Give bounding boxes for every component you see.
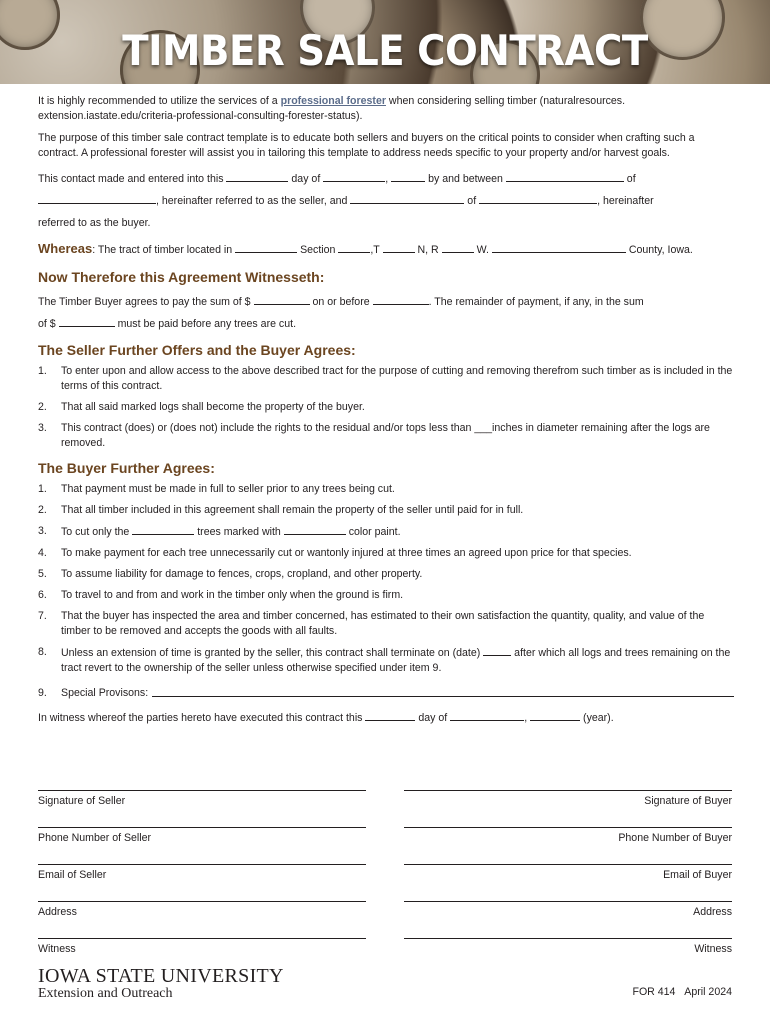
label: color paint. — [348, 526, 401, 538]
item-number: 1. — [38, 365, 47, 377]
intro-paragraph-1 — [38, 94, 734, 124]
label: This contact made and entered into this — [38, 173, 224, 185]
form-code: FOR 414 — [632, 986, 676, 998]
witness-day-field[interactable] — [365, 710, 415, 721]
seller-email-field[interactable]: Email of Seller — [38, 864, 366, 901]
buyer-phone-field[interactable]: Phone Number of Buyer — [404, 827, 732, 864]
footer — [632, 986, 732, 998]
whereas-label: Whereas — [38, 241, 93, 256]
day-field[interactable] — [226, 171, 288, 182]
intro-paragraph-2: The purpose of this timber sale contract template is to educate both sellers and buyers on the critical points to consider when crafting such a contract. A professional forester will assist you in tailoring this template to address needs specific to your property and/or harvest goals. — [38, 132, 695, 159]
buyer-name-field[interactable] — [350, 193, 464, 204]
contract-line-1 — [38, 168, 734, 190]
special-provisions-field[interactable] — [152, 686, 734, 697]
list-item — [38, 567, 734, 582]
label: The Timber Buyer agrees to pay the sum of $ — [38, 296, 251, 308]
item-number: 5. — [38, 568, 47, 580]
payment-sum-field[interactable] — [254, 294, 310, 305]
section-heading-buyer-agrees: The Buyer Further Agrees: — [38, 460, 215, 476]
seller-location-field[interactable] — [38, 193, 156, 204]
label: day of — [291, 173, 321, 185]
list-item — [38, 609, 734, 639]
section-heading-seller-offers: The Seller Further Offers and the Buyer Agrees: — [38, 342, 356, 358]
intro-text: It is highly recommended to utilize the services of a — [38, 95, 281, 107]
item-number: 1. — [38, 483, 47, 495]
label: after which all logs and trees remaining on the tract revert to the ownership of the seller unless otherwise specified under item 9. — [61, 647, 731, 674]
list-item — [38, 400, 734, 415]
list-item — [38, 546, 734, 561]
section-field[interactable] — [338, 242, 370, 253]
label: In witness whereof the parties hereto have executed this contract this — [38, 712, 363, 724]
seller-address-field[interactable]: Address — [38, 901, 366, 938]
item-text: This contract (does) or (does not) include the rights to the residual and/or tops less than ___inches in diameter remaining after the logs are removed. — [61, 422, 710, 449]
list-item — [38, 503, 734, 518]
buyer-agrees-list — [38, 482, 734, 701]
form-date: April 2024 — [684, 986, 732, 998]
signature-row — [38, 827, 732, 864]
header-banner — [0, 0, 770, 84]
item-number: 2. — [38, 401, 47, 413]
label: W. — [476, 244, 489, 256]
page-title: TIMBER SALE CONTRACT — [122, 26, 648, 75]
item-number: 7. — [38, 610, 47, 622]
whereas-line — [38, 234, 734, 264]
witness-line — [38, 707, 734, 729]
label: , hereinafter referred to as the seller, and — [156, 195, 348, 207]
item-text: That all timber included in this agreement shall remain the property of the seller until paid for in full. — [61, 504, 524, 516]
buyer-signature-field[interactable]: Signature of Buyer — [404, 790, 732, 827]
item-text — [61, 686, 734, 701]
list-item — [38, 524, 734, 540]
buyer-witness-field[interactable]: Witness — [404, 938, 732, 975]
range-field[interactable] — [442, 242, 474, 253]
label: (year). — [583, 712, 614, 724]
list-item — [38, 421, 734, 451]
label: , hereinafter — [597, 195, 654, 207]
item-text: To make payment for each tree unnecessarily cut or wantonly injured at three times an agreed upon price for that species. — [61, 547, 632, 559]
item-number: 2. — [38, 504, 47, 516]
item-number: 9. — [38, 687, 47, 699]
county-field[interactable] — [492, 242, 626, 253]
seller-phone-field[interactable]: Phone Number of Seller — [38, 827, 366, 864]
signature-row — [38, 790, 732, 827]
item-number: 4. — [38, 547, 47, 559]
list-item — [38, 588, 734, 603]
seller-offers-list — [38, 364, 734, 451]
label: trees marked with — [197, 526, 281, 538]
intro-text: when considering selling timber (naturalresources. extension.iastate.edu/criteria-professional-consulting-forester-status). — [38, 95, 626, 122]
remainder-sum-field[interactable] — [59, 316, 115, 327]
month-field[interactable] — [323, 171, 385, 182]
termination-date-field[interactable] — [483, 645, 511, 656]
buyer-address-field[interactable]: Address — [404, 901, 732, 938]
label: . The remainder of payment, if any, in the sum — [428, 296, 644, 308]
contract-line-2 — [38, 190, 734, 212]
item-text: To assume liability for damage to fences, crops, cropland, and other property. — [61, 568, 423, 580]
item-text: To enter upon and allow access to the above described tract for the purpose of cutting and removing therefrom such timber as is included in the terms of this contract. — [61, 365, 733, 392]
list-item — [38, 482, 734, 497]
year-field[interactable] — [391, 171, 425, 182]
signature-row — [38, 864, 732, 901]
label: ,T — [370, 244, 380, 256]
label: , — [524, 712, 528, 724]
label: must be paid before any trees are cut. — [117, 318, 297, 330]
list-item — [38, 645, 734, 676]
label: Section — [300, 244, 336, 256]
seller-witness-field[interactable]: Witness — [38, 938, 366, 975]
contract-line-3: referred to as the buyer. — [38, 217, 151, 229]
township-field[interactable] — [383, 242, 415, 253]
list-item — [38, 364, 734, 394]
item-number: 8. — [38, 646, 47, 658]
payment-date-field[interactable] — [373, 294, 429, 305]
label: by and between — [428, 173, 503, 185]
item-text: That all said marked logs shall become the property of the buyer. — [61, 401, 365, 413]
label: : The tract of timber located in — [92, 244, 233, 256]
tract-location-field[interactable] — [235, 242, 297, 253]
label: Unless an extension of time is granted by the seller, this contract shall terminate on (date) — [61, 647, 481, 659]
label: , — [385, 173, 389, 185]
label: day of — [418, 712, 448, 724]
buyer-email-field[interactable]: Email of Buyer — [404, 864, 732, 901]
item-number: 6. — [38, 589, 47, 601]
label: on or before — [312, 296, 370, 308]
buyer-location-field[interactable] — [479, 193, 597, 204]
label: County, Iowa. — [628, 244, 693, 256]
tree-type-field[interactable] — [132, 524, 194, 535]
item-text: That the buyer has inspected the area and timber concerned, has estimated to their own satisfaction the quantity, quality, and value of the timber to be removed and accepts the goods with all faults. — [61, 610, 705, 637]
list-item — [38, 686, 734, 701]
signature-section — [38, 790, 732, 975]
item-text: That payment must be made in full to seller prior to any trees being cut. — [61, 483, 395, 495]
logo-university-name: IOWA STATE UNIVERSITY — [38, 965, 284, 987]
payment-line-2 — [38, 313, 734, 335]
label: Special Provisons: — [61, 687, 149, 699]
paint-color-field[interactable] — [284, 524, 346, 535]
logo-subtitle: Extension and Outreach — [38, 986, 173, 1001]
label: of — [467, 195, 477, 207]
professional-forester-link[interactable]: professional forester — [280, 95, 386, 107]
label: of — [626, 173, 636, 185]
signature-row — [38, 901, 732, 938]
witness-year-field[interactable] — [530, 710, 580, 721]
payment-line-1 — [38, 291, 734, 313]
item-text — [61, 524, 734, 540]
item-text — [61, 645, 734, 676]
label: To cut only the — [61, 526, 130, 538]
seller-name-field[interactable] — [506, 171, 624, 182]
witness-month-field[interactable] — [450, 710, 524, 721]
item-number: 3. — [38, 422, 47, 434]
item-text: To travel to and from and work in the timber only when the ground is firm. — [61, 589, 404, 601]
label: N, R — [417, 244, 439, 256]
item-number: 3. — [38, 525, 47, 537]
section-heading-now-therefore: Now Therefore this Agreement Witnesseth: — [38, 269, 325, 285]
label: of $ — [38, 318, 56, 330]
iowa-state-logo — [38, 966, 284, 1002]
contract-body — [38, 94, 734, 729]
seller-signature-field[interactable]: Signature of Seller — [38, 790, 366, 827]
